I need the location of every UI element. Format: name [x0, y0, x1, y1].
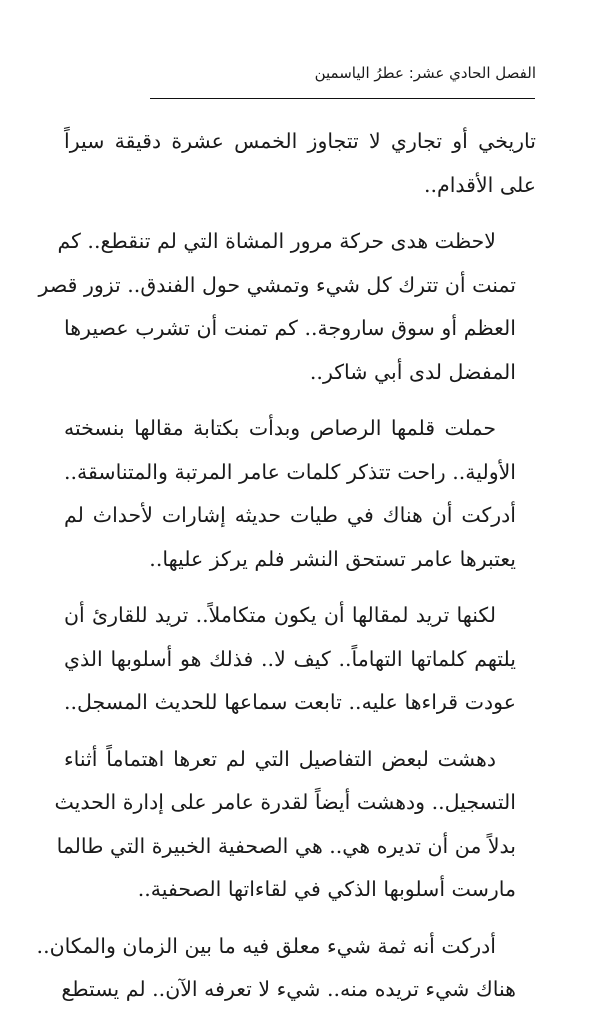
- paragraph: [64, 594, 536, 725]
- text-line: هناك شيء تريده منه.. شيء لا تعرفه الآن.. لم يستطع: [61, 977, 516, 1001]
- text-line: مارست أسلوبها الذكي في لقاءاتها الصحفية..: [137, 877, 516, 901]
- text-line: حملت قلمها الرصاص وبدأت بكتابة مقالها بنسخته: [64, 416, 496, 440]
- text-line: يلتهم كلماتها التهاماً.. كيف لا.. فذلك هو أسلوبها الذي: [64, 646, 516, 671]
- text-line: أدركت أن هناك في طيات حديثه إشارات لأحداث لم: [64, 503, 516, 527]
- paragraph: [38, 220, 536, 394]
- text-line: عودت قراءها عليه.. تابعت سماعها للحديث المسجل..: [64, 690, 516, 714]
- text-line: تاريخي أو تجاري لا تتجاوز الخمس عشرة دقيقة سيراً: [64, 129, 536, 153]
- text-line: المفضل لدى أبي شاكر..: [309, 359, 516, 384]
- text-line: لكنها تريد لمقالها أن يكون متكاملاً.. تريد للقارئ أن: [64, 603, 496, 627]
- paragraph: [64, 407, 536, 581]
- chapter-title: الفصل الحادي عشر: عطرُ الياسمين: [314, 64, 536, 82]
- paragraph: [64, 120, 536, 207]
- text-line: على الأقدام..: [424, 172, 536, 197]
- text-line: بدلاً من أن تديره هي.. هي الصحفية الخبيرة التي طالما: [56, 833, 516, 858]
- body-text: [36, 120, 536, 1025]
- text-line: تمنت أن تترك كل شيء وتمشي حول الفندق.. تزور قصر: [38, 272, 516, 297]
- text-line: الأولية.. راحت تتذكر كلمات عامر المرتبة والمتناسقة..: [64, 459, 516, 484]
- text-line: العظم أو سوق ساروجة.. كم تمنت أن تشرب عصيرها: [64, 316, 516, 340]
- text-line: أدركت أنه ثمة شيء معلق فيه ما بين الزمان والمكان..: [36, 933, 496, 958]
- header-divider: [150, 98, 535, 99]
- text-line: دهشت لبعض التفاصيل التي لم تعرها اهتماماً أثناء: [64, 746, 496, 771]
- paragraph: [54, 738, 536, 912]
- text-line: التسجيل.. ودهشت أيضاً لقدرة عامر على إدارة الحديث: [54, 790, 516, 814]
- text-line: يعتبرها عامر تستحق النشر فلم يركز عليها..: [149, 546, 516, 571]
- paragraph: [36, 925, 536, 1012]
- text-line: لاحظت هدى حركة مرور المشاة التي لم تنقطع.. كم: [57, 229, 496, 253]
